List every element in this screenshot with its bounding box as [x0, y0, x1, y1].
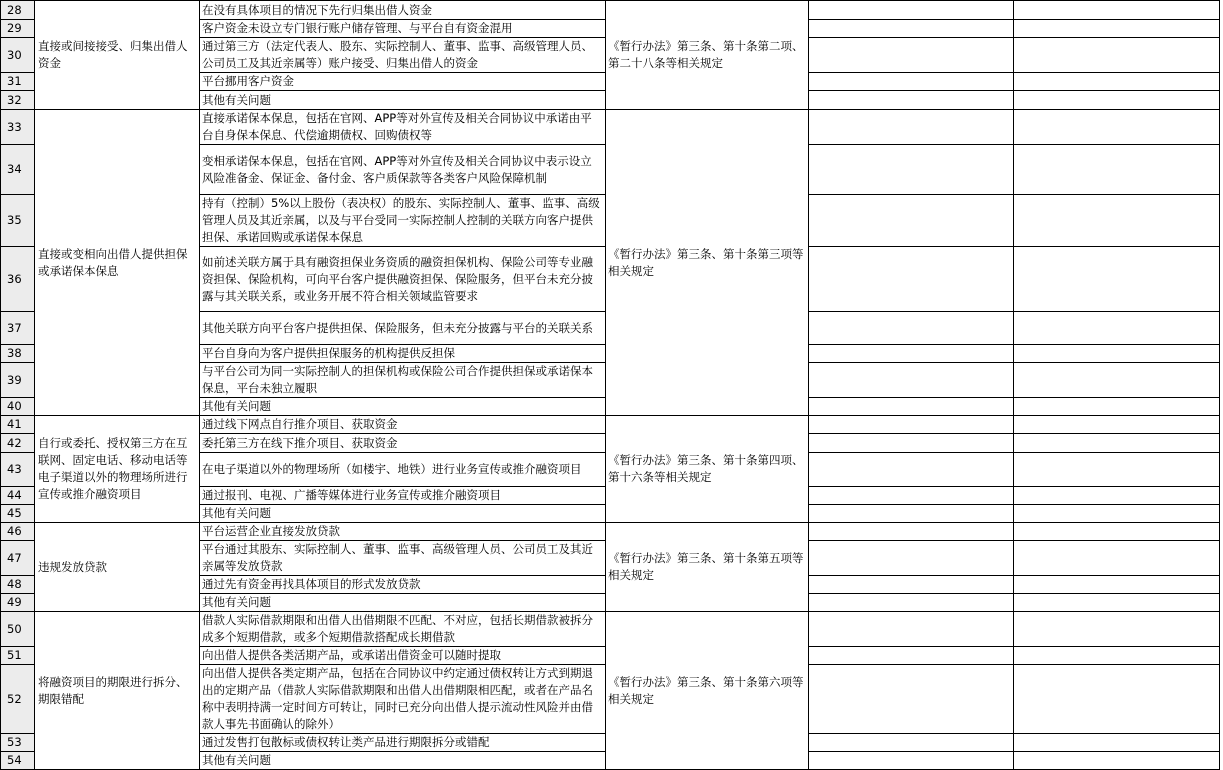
blank-cell-col6[interactable]: [1014, 647, 1220, 665]
issue-description-cell[interactable]: 客户资金未设立专门银行账户储存管理、与平台自有资金混用: [200, 20, 606, 38]
blank-cell-col6[interactable]: [1014, 363, 1220, 398]
blank-cell-col6[interactable]: [1014, 247, 1220, 312]
blank-cell-col6[interactable]: [1014, 523, 1220, 541]
row-number-cell[interactable]: 43: [1, 453, 35, 487]
issue-description-cell[interactable]: 其他有关问题: [200, 594, 606, 612]
issue-description-cell[interactable]: 其他有关问题: [200, 505, 606, 523]
blank-cell-col5[interactable]: [809, 453, 1014, 487]
issue-description-cell[interactable]: 平台自身向为客户提供担保服务的机构提供反担保: [200, 345, 606, 363]
category-cell[interactable]: 直接或间接接受、归集出借人资金: [35, 1, 200, 110]
blank-cell-col6[interactable]: [1014, 38, 1220, 73]
blank-cell-col5[interactable]: [809, 398, 1014, 416]
table-row: [1, 416, 1220, 434]
blank-cell-col5[interactable]: [809, 612, 1014, 647]
blank-cell-col5[interactable]: [809, 752, 1014, 770]
blank-cell-col6[interactable]: [1014, 594, 1220, 612]
row-number-cell[interactable]: 30: [1, 38, 35, 73]
row-number-cell[interactable]: 44: [1, 487, 35, 505]
category-cell[interactable]: 将融资项目的期限进行拆分、期限错配: [35, 612, 200, 770]
row-number-cell[interactable]: 35: [1, 195, 35, 247]
row-number-cell[interactable]: 50: [1, 612, 35, 647]
blank-cell-col5[interactable]: [809, 145, 1014, 195]
category-cell[interactable]: 自行或委托、授权第三方在互联网、固定电话、移动电话等电子渠道以外的物理场所进行宣传或推介融资项目: [35, 416, 200, 523]
row-number-cell[interactable]: 49: [1, 594, 35, 612]
blank-cell-col6[interactable]: [1014, 195, 1220, 247]
row-number-cell[interactable]: 42: [1, 434, 35, 453]
row-number-cell[interactable]: 53: [1, 734, 35, 752]
issue-description-cell[interactable]: 通过第三方（法定代表人、股东、实际控制人、董事、监事、高级管理人员、公司员工及其近亲属等）账户接受、归集出借人的资金: [200, 38, 606, 73]
blank-cell-col5[interactable]: [809, 416, 1014, 434]
blank-cell-col6[interactable]: [1014, 345, 1220, 363]
row-number-cell[interactable]: 29: [1, 20, 35, 38]
row-number-cell[interactable]: 46: [1, 523, 35, 541]
blank-cell-col6[interactable]: [1014, 110, 1220, 145]
regulation-basis-cell[interactable]: 《暂行办法》第三条、第十条第二项、第二十八条等相关规定: [606, 1, 809, 110]
table-row: [1, 612, 1220, 647]
category-cell[interactable]: 违规发放贷款: [35, 523, 200, 612]
table-row: [1, 110, 1220, 145]
row-number-cell[interactable]: 34: [1, 145, 35, 195]
blank-cell-col5[interactable]: [809, 91, 1014, 110]
blank-cell-col5[interactable]: [809, 734, 1014, 752]
issue-description-cell[interactable]: 通过报刊、电视、广播等媒体进行业务宣传或推介融资项目: [200, 487, 606, 505]
blank-cell-col6[interactable]: [1014, 145, 1220, 195]
issue-description-cell[interactable]: 在没有具体项目的情况下先行归集出借人资金: [200, 1, 606, 20]
blank-cell-col6[interactable]: [1014, 91, 1220, 110]
row-number-cell[interactable]: 38: [1, 345, 35, 363]
table-row: [1, 523, 1220, 541]
blank-cell-col5[interactable]: [809, 594, 1014, 612]
blank-cell-col6[interactable]: [1014, 398, 1220, 416]
blank-cell-col6[interactable]: [1014, 576, 1220, 594]
row-number-cell[interactable]: 37: [1, 312, 35, 345]
issue-description-cell[interactable]: 其他有关问题: [200, 398, 606, 416]
issue-description-cell[interactable]: 借款人实际借款期限和出借人出借期限不匹配、不对应，包括长期借款被拆分成多个短期借款，或多个短期借款搭配成长期借款: [200, 612, 606, 647]
blank-cell-col6[interactable]: [1014, 665, 1220, 734]
issue-description-cell[interactable]: 变相承诺保本保息，包括在官网、APP等对外宣传及相关合同协议中表示设立风险准备金、保证金、备付金、客户质保款等各类客户风险保障机制: [200, 145, 606, 195]
row-number-cell[interactable]: 52: [1, 665, 35, 734]
blank-cell-col6[interactable]: [1014, 505, 1220, 523]
blank-cell-col6[interactable]: [1014, 487, 1220, 505]
issue-description-cell[interactable]: 持有（控制）5%以上股份（表决权）的股东、实际控制人、董事、监事、高级管理人员及其近亲属，以及与平台受同一实际控制人控制的关联方向客户提供担保、承诺回购或承诺保本保息: [200, 195, 606, 247]
row-number-cell[interactable]: 33: [1, 110, 35, 145]
blank-cell-col6[interactable]: [1014, 734, 1220, 752]
table-row: [1, 1, 1220, 20]
blank-cell-col5[interactable]: [809, 576, 1014, 594]
issue-description-cell[interactable]: 其他有关问题: [200, 752, 606, 770]
issue-description-cell[interactable]: 与平台公司为同一实际控制人的担保机构或保险公司合作提供担保或承诺保本保息，平台未独立履职: [200, 363, 606, 398]
row-number-cell[interactable]: 31: [1, 73, 35, 91]
blank-cell-col6[interactable]: [1014, 20, 1220, 38]
issue-description-cell[interactable]: 平台挪用客户资金: [200, 73, 606, 91]
blank-cell-col5[interactable]: [809, 665, 1014, 734]
blank-cell-col6[interactable]: [1014, 752, 1220, 770]
blank-cell-col5[interactable]: [809, 647, 1014, 665]
blank-cell-col6[interactable]: [1014, 541, 1220, 576]
blank-cell-col5[interactable]: [809, 505, 1014, 523]
row-number-cell[interactable]: 47: [1, 541, 35, 576]
blank-cell-col6[interactable]: [1014, 434, 1220, 453]
blank-cell-col5[interactable]: [809, 73, 1014, 91]
issue-description-cell[interactable]: 平台运营企业直接发放贷款: [200, 523, 606, 541]
row-number-cell[interactable]: 39: [1, 363, 35, 398]
issue-description-cell[interactable]: 委托第三方在线下推介项目、获取资金: [200, 434, 606, 453]
row-number-cell[interactable]: 41: [1, 416, 35, 434]
row-number-cell[interactable]: 45: [1, 505, 35, 523]
blank-cell-col6[interactable]: [1014, 73, 1220, 91]
blank-cell-col6[interactable]: [1014, 1, 1220, 20]
blank-cell-col5[interactable]: [809, 363, 1014, 398]
blank-cell-col5[interactable]: [809, 195, 1014, 247]
blank-cell-col5[interactable]: [809, 487, 1014, 505]
blank-cell-col5[interactable]: [809, 247, 1014, 312]
blank-cell-col5[interactable]: [809, 434, 1014, 453]
issue-description-cell[interactable]: 通过发售打包散标或债权转让类产品进行期限拆分或错配: [200, 734, 606, 752]
issue-description-cell[interactable]: 通过线下网点自行推介项目、获取资金: [200, 416, 606, 434]
row-number-cell[interactable]: 36: [1, 247, 35, 312]
blank-cell-col5[interactable]: [809, 541, 1014, 576]
blank-cell-col6[interactable]: [1014, 453, 1220, 487]
blank-cell-col5[interactable]: [809, 38, 1014, 73]
row-number-cell[interactable]: 40: [1, 398, 35, 416]
row-number-cell[interactable]: 51: [1, 647, 35, 665]
blank-cell-col5[interactable]: [809, 1, 1014, 20]
blank-cell-col5[interactable]: [809, 523, 1014, 541]
issue-description-cell[interactable]: 如前述关联方属于具有融资担保业务资质的融资担保机构、保险公司等专业融资担保、保险机构，可向平台客户提供融资担保、保险服务，但平台未充分披露与其关联关系，或业务开展不符合相关领域监管要求: [200, 247, 606, 312]
issue-description-cell[interactable]: 在电子渠道以外的物理场所（如楼宇、地铁）进行业务宣传或推介融资项目: [200, 453, 606, 487]
category-cell[interactable]: 直接或变相向出借人提供担保或承诺保本保息: [35, 110, 200, 416]
blank-cell-col5[interactable]: [809, 312, 1014, 345]
blank-cell-col6[interactable]: [1014, 612, 1220, 647]
blank-cell-col6[interactable]: [1014, 312, 1220, 345]
row-number-cell[interactable]: 48: [1, 576, 35, 594]
blank-cell-col5[interactable]: [809, 110, 1014, 145]
issue-description-cell[interactable]: 直接承诺保本保息，包括在官网、APP等对外宣传及相关合同协议中承诺由平台自身保本保息、代偿逾期债权、回购债权等: [200, 110, 606, 145]
regulation-basis-cell[interactable]: 《暂行办法》第三条、第十条第三项等相关规定: [606, 110, 809, 416]
regulation-basis-cell[interactable]: 《暂行办法》第三条、第十条第四项、第十六条等相关规定: [606, 416, 809, 523]
regulation-basis-cell[interactable]: 《暂行办法》第三条、第十条第六项等相关规定: [606, 612, 809, 770]
blank-cell-col5[interactable]: [809, 345, 1014, 363]
row-number-cell[interactable]: 28: [1, 1, 35, 20]
issue-description-cell[interactable]: 其他关联方向平台客户提供担保、保险服务，但未充分披露与平台的关联关系: [200, 312, 606, 345]
row-number-cell[interactable]: 54: [1, 752, 35, 770]
issue-description-cell[interactable]: 通过先有资金再找具体项目的形式发放贷款: [200, 576, 606, 594]
issue-description-cell[interactable]: 向出借人提供各类活期产品，或承诺出借资金可以随时提取: [200, 647, 606, 665]
blank-cell-col6[interactable]: [1014, 416, 1220, 434]
table-body: [1, 1, 1220, 770]
regulation-basis-cell[interactable]: 《暂行办法》第三条、第十条第五项等相关规定: [606, 523, 809, 612]
issue-description-cell[interactable]: 其他有关问题: [200, 91, 606, 110]
blank-cell-col5[interactable]: [809, 20, 1014, 38]
row-number-cell[interactable]: 32: [1, 91, 35, 110]
issue-description-cell[interactable]: 向出借人提供各类定期产品，包括在合同协议中约定通过债权转让方式到期退出的定期产品（借款人实际借款期限和出借人出借期限相匹配，或者在产品名称中表明持满一定时间方可转让，同时已充分向出借人提示流动性风险并由借款人事先书面确认的除外）: [200, 665, 606, 734]
issue-description-cell[interactable]: 平台通过其股东、实际控制人、董事、监事、高级管理人员、公司员工及其近亲属等发放贷款: [200, 541, 606, 576]
